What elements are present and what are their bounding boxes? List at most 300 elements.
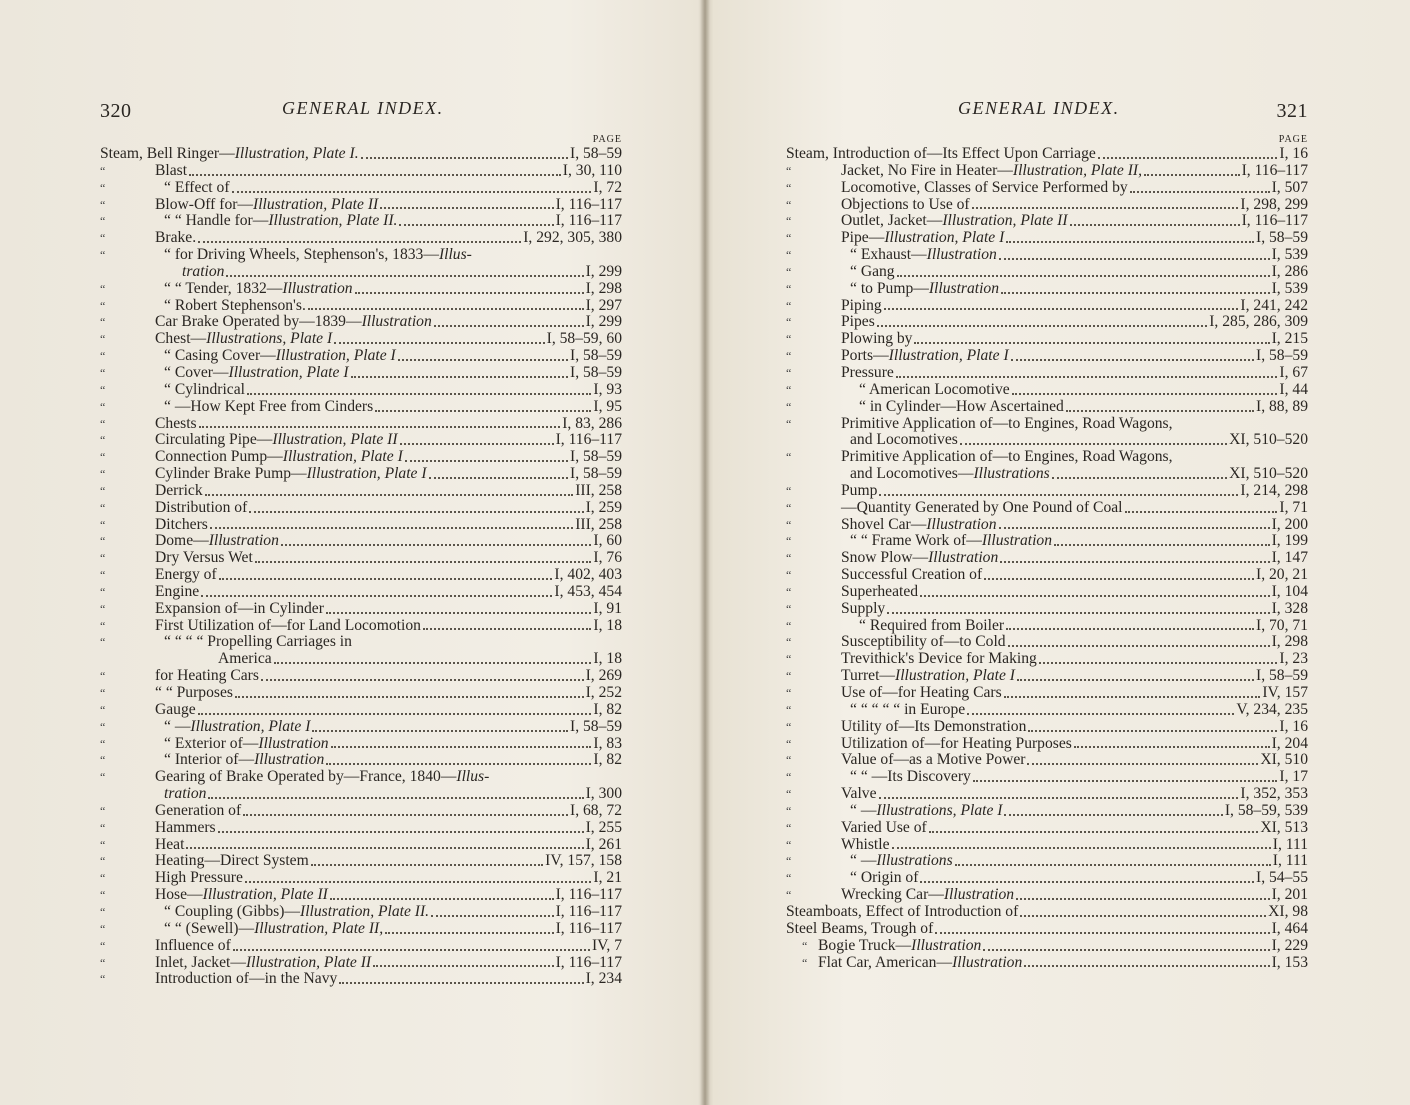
page-reference: I, 153 bbox=[1271, 953, 1308, 971]
dot-leader bbox=[423, 622, 591, 630]
entry-heading-mark: “ bbox=[100, 972, 106, 987]
entry-text: Expansion of—in Cylinder bbox=[155, 599, 324, 617]
index-entry bbox=[786, 904, 1308, 921]
entry-heading-mark: “ bbox=[786, 736, 792, 751]
entry-text: Steam, Bell Ringer—Illustration, Plate I. bbox=[100, 145, 359, 162]
entry-text: Ports—Illustration, Plate I bbox=[841, 347, 1009, 365]
page-reference: I, 116–117 bbox=[555, 195, 622, 213]
page-reference: I, 16 bbox=[1279, 717, 1308, 735]
entry-text: Blast bbox=[155, 161, 188, 179]
index-entry bbox=[786, 483, 1308, 500]
entry-heading-mark: “ bbox=[100, 281, 106, 296]
entry-text: Chest—Illustrations, Plate I bbox=[155, 330, 333, 348]
index-entry bbox=[786, 146, 1308, 163]
page-reference: I, 83, 286 bbox=[562, 414, 622, 432]
entry-text: “ “ Frame Work of—Illustration bbox=[850, 532, 1053, 550]
entry-text: “ Origin of bbox=[850, 869, 919, 887]
entry-italic-text: Illus- bbox=[456, 768, 490, 786]
page-reference: I, 298, 299 bbox=[1240, 195, 1308, 213]
dot-leader bbox=[1039, 656, 1278, 664]
entry-heading-mark: “ bbox=[786, 770, 792, 785]
dot-leader bbox=[955, 858, 1271, 866]
page-reference: I, 16 bbox=[1279, 145, 1308, 162]
entry-italic-text: Illustration, Plate I bbox=[228, 363, 349, 381]
index-entry bbox=[100, 736, 622, 753]
entry-text: “ —Illustrations bbox=[850, 852, 953, 870]
page-reference: I, 352, 353 bbox=[1240, 785, 1308, 803]
page-column-label: PAGE bbox=[592, 134, 622, 145]
index-entry bbox=[100, 971, 622, 988]
page-reference: I, 269 bbox=[585, 667, 622, 685]
entry-text: Influence of bbox=[155, 936, 231, 954]
entry-text: Dry Versus Wet bbox=[155, 549, 253, 567]
page-column-label: PAGE bbox=[1278, 134, 1308, 145]
dot-leader bbox=[210, 521, 573, 529]
entry-heading-mark: “ bbox=[786, 568, 792, 583]
page-reference: IV, 7 bbox=[591, 936, 622, 954]
entry-text: Pipe—Illustration, Plate I bbox=[841, 229, 1005, 247]
entry-text: Steam, Introduction of—Its Effect Upon Carriage bbox=[786, 145, 1096, 162]
page-reference: I, 464 bbox=[1271, 919, 1308, 937]
index-entry bbox=[100, 517, 622, 534]
entry-text: Car Brake Operated by—1839—Illustration bbox=[155, 313, 432, 331]
page-reference: I, 93 bbox=[593, 380, 622, 398]
page-reference: I, 76 bbox=[593, 549, 622, 567]
dot-leader bbox=[235, 690, 584, 698]
dot-leader bbox=[308, 302, 584, 310]
dot-leader bbox=[1144, 168, 1240, 176]
index-entry bbox=[100, 298, 622, 315]
dot-leader bbox=[1054, 538, 1270, 546]
index-entry bbox=[100, 533, 622, 550]
dot-leader bbox=[1020, 909, 1266, 917]
index-entry bbox=[786, 264, 1308, 281]
entry-italic-text: Illustration bbox=[926, 515, 997, 533]
entry-text: “ in Cylinder—How Ascertained bbox=[859, 397, 1064, 415]
page-reference: I, 72 bbox=[593, 178, 622, 196]
page-reference: I, 30, 110 bbox=[562, 161, 622, 179]
entry-italic-text: Illustration bbox=[952, 953, 1023, 971]
index-entry bbox=[100, 230, 622, 247]
index-entry bbox=[786, 365, 1308, 382]
index-entry bbox=[100, 197, 622, 214]
index-entry bbox=[786, 803, 1308, 820]
entry-text: Primitive Application of—to Engines, Road Wagons, bbox=[841, 448, 1173, 466]
entry-heading-mark: “ bbox=[100, 736, 106, 751]
index-entry bbox=[100, 399, 622, 416]
entry-text: Chests bbox=[155, 414, 197, 432]
running-head: GENERAL INDEX. bbox=[282, 98, 444, 118]
entry-heading-mark: “ bbox=[100, 702, 106, 717]
entry-heading-mark: “ bbox=[802, 955, 808, 970]
page-reference: I, 116–117 bbox=[1241, 161, 1308, 179]
entry-italic-text: Illustration, Plate II. bbox=[268, 212, 398, 230]
index-entry bbox=[100, 500, 622, 517]
index-entry bbox=[100, 921, 622, 938]
dot-leader bbox=[400, 437, 554, 445]
entry-text: and Locomotives—Illustrations bbox=[850, 465, 1050, 483]
page-reference: I, 539 bbox=[1271, 246, 1308, 264]
index-entry bbox=[786, 399, 1308, 416]
entry-text: “ “ (Sewell)—Illustration, Plate II, bbox=[164, 919, 384, 937]
index-entry bbox=[786, 348, 1308, 365]
entry-text: “ “ Purposes bbox=[155, 684, 233, 701]
index-entry bbox=[786, 837, 1308, 854]
index-entry bbox=[786, 786, 1308, 803]
entry-heading-mark: “ bbox=[786, 349, 792, 364]
dot-leader bbox=[1024, 959, 1269, 967]
index-entry bbox=[786, 719, 1308, 736]
dot-leader bbox=[405, 454, 568, 462]
entry-text: “ Cover—Illustration, Plate I bbox=[164, 363, 349, 381]
entry-heading-mark: “ bbox=[786, 635, 792, 650]
page-reference: I, 58–59 bbox=[1256, 667, 1308, 685]
page-reference: I, 44 bbox=[1279, 380, 1308, 398]
entry-heading-mark: “ bbox=[786, 686, 792, 700]
dot-leader bbox=[261, 673, 584, 681]
page-reference: XI, 510 bbox=[1260, 751, 1308, 769]
entry-text: Objections to Use of bbox=[841, 195, 970, 213]
page-reference: I, 234 bbox=[585, 970, 622, 988]
index-entry bbox=[786, 517, 1308, 534]
entry-heading-mark: “ bbox=[100, 568, 106, 583]
entry-text: “ “ “ “ Propelling Carriages in bbox=[164, 633, 352, 651]
page-reference: I, 259 bbox=[585, 498, 622, 516]
page-reference: I, 299 bbox=[585, 262, 622, 280]
entry-italic-text: Illustration bbox=[282, 279, 353, 297]
index-entry bbox=[100, 180, 622, 197]
index-entry bbox=[786, 163, 1308, 180]
entry-text: “ for Driving Wheels, Stephenson's, 1833—Illus- bbox=[164, 246, 472, 264]
index-entry bbox=[100, 348, 622, 365]
entry-heading-mark: “ bbox=[786, 601, 792, 616]
dot-leader bbox=[972, 201, 1239, 209]
entry-text: “ Interior of—Illustration bbox=[164, 751, 325, 769]
page-reference: I, 298 bbox=[585, 279, 622, 297]
entry-heading-mark: “ bbox=[100, 871, 106, 886]
index-entry bbox=[786, 432, 1308, 449]
dot-leader bbox=[198, 235, 521, 243]
entry-text: “ —Illustrations, Plate I bbox=[850, 801, 1003, 819]
entry-heading-mark: “ bbox=[100, 231, 106, 246]
index-entry bbox=[100, 601, 622, 618]
index-entry bbox=[100, 752, 622, 769]
page-reference: I, 229 bbox=[1271, 936, 1308, 954]
page-reference: I, 58–59 bbox=[570, 448, 622, 466]
entry-heading-mark: “ bbox=[786, 888, 792, 903]
index-entry bbox=[786, 449, 1308, 466]
entry-text: Heating—Direct System bbox=[155, 852, 309, 870]
dot-leader bbox=[218, 825, 584, 833]
page-reference: I, 91 bbox=[593, 599, 622, 617]
entry-heading-mark: “ bbox=[786, 197, 792, 212]
page-reference: I, 116–117 bbox=[555, 431, 622, 449]
entry-heading-mark: “ bbox=[786, 214, 792, 229]
entry-text: “ —How Kept Free from Cinders bbox=[164, 397, 374, 415]
entry-text: Bogie Truck—Illustration bbox=[818, 936, 982, 954]
entry-italic-text: Illustration, Plate II bbox=[253, 195, 379, 213]
entry-heading-mark: “ bbox=[100, 467, 106, 482]
page-reference: I, 255 bbox=[585, 818, 622, 836]
page-reference: I, 116–117 bbox=[555, 953, 622, 971]
dot-leader bbox=[1006, 235, 1254, 243]
entry-text: Hose—Illustration, Plate II bbox=[155, 886, 328, 904]
index-entry bbox=[100, 264, 622, 281]
dot-leader bbox=[984, 572, 1254, 580]
running-head: GENERAL INDEX. bbox=[958, 98, 1120, 118]
dot-leader bbox=[879, 791, 1239, 799]
dot-leader bbox=[232, 185, 592, 193]
entry-heading-mark: “ bbox=[100, 551, 106, 566]
page-reference: I, 215 bbox=[1271, 330, 1308, 348]
entry-text: “ Effect of bbox=[164, 178, 230, 196]
page-reference: I, 58–59 bbox=[570, 465, 622, 483]
index-entry bbox=[786, 197, 1308, 214]
index-entry bbox=[100, 803, 622, 820]
index-entry bbox=[786, 601, 1308, 618]
entry-italic-text: Illustration bbox=[254, 751, 325, 769]
dot-leader bbox=[429, 471, 568, 479]
entry-text: Flat Car, American—Illustration bbox=[818, 953, 1023, 971]
entry-text: Primitive Application of—to Engines, Road Wagons, bbox=[841, 414, 1173, 432]
page-reference: I, 297 bbox=[585, 296, 622, 314]
page-reference: I, 17 bbox=[1279, 768, 1308, 786]
entry-text: Steamboats, Effect of Introduction of bbox=[786, 902, 1019, 920]
entry-text: Susceptibility of—to Cold bbox=[841, 633, 1006, 651]
page-reference: I, 201 bbox=[1271, 886, 1308, 904]
index-entry bbox=[786, 651, 1308, 668]
index-entry bbox=[100, 853, 622, 870]
index-entry bbox=[786, 230, 1308, 247]
entry-main-heading: Steamboats, bbox=[786, 902, 862, 920]
page-reference: I, 111 bbox=[1272, 852, 1308, 870]
index-entry bbox=[786, 668, 1308, 685]
dot-leader bbox=[973, 774, 1278, 782]
entry-text: Connection Pump—Illustration, Plate I bbox=[155, 448, 403, 466]
index-entry bbox=[100, 466, 622, 483]
index-entry bbox=[786, 550, 1308, 567]
entry-heading-mark: “ bbox=[786, 534, 792, 549]
dot-leader bbox=[208, 791, 583, 799]
entry-text: “ Required from Boiler bbox=[859, 616, 1005, 634]
entry-heading-mark: “ bbox=[786, 871, 792, 886]
index-entry bbox=[786, 955, 1308, 972]
page-reference: I, 58–59, 539 bbox=[1224, 801, 1308, 819]
page-reference: I, 116–117 bbox=[555, 902, 622, 920]
dot-leader bbox=[1125, 505, 1278, 513]
page-reference: I, 252 bbox=[585, 684, 622, 701]
entry-text: Wrecking Car—Illustration bbox=[841, 886, 1015, 904]
page-number: 320 bbox=[100, 100, 132, 122]
page-reference: I, 70, 71 bbox=[1256, 616, 1308, 634]
dot-leader bbox=[326, 757, 591, 765]
entry-text: Utilization of—for Heating Purposes bbox=[841, 734, 1072, 752]
index-entry bbox=[786, 533, 1308, 550]
dot-leader bbox=[1017, 673, 1254, 681]
dot-leader bbox=[399, 218, 553, 226]
page-reference: I, 298 bbox=[1271, 633, 1308, 651]
page-reference: I, 104 bbox=[1271, 582, 1308, 600]
dot-leader bbox=[375, 404, 591, 412]
entry-heading-mark: “ bbox=[786, 450, 792, 465]
page-reference: I, 68, 72 bbox=[570, 801, 622, 819]
entry-heading-mark: “ bbox=[100, 669, 106, 684]
dot-leader bbox=[1004, 690, 1261, 698]
entry-heading-mark: “ bbox=[100, 770, 106, 785]
index-entry bbox=[786, 281, 1308, 298]
dot-leader bbox=[311, 858, 543, 866]
entry-heading-mark: “ bbox=[100, 332, 106, 347]
entry-heading-mark: “ bbox=[786, 231, 792, 246]
page-reference: I, 58–59 bbox=[570, 363, 622, 381]
entry-text bbox=[155, 264, 224, 281]
page-reference: I, 58–59 bbox=[570, 347, 622, 365]
dot-leader bbox=[189, 168, 561, 176]
entry-text: “ “ Tender, 1832—Illustration bbox=[164, 279, 353, 297]
page-reference: I, 88, 89 bbox=[1256, 397, 1308, 415]
entry-heading-mark: “ bbox=[786, 180, 792, 195]
entry-heading-mark: “ bbox=[100, 349, 106, 364]
index-entry bbox=[786, 466, 1308, 483]
index-entry bbox=[100, 904, 622, 921]
dot-leader bbox=[879, 488, 1238, 496]
dot-leader bbox=[1012, 387, 1278, 395]
page-reference: XI, 98 bbox=[1268, 902, 1308, 920]
entry-italic-text: Illustration bbox=[911, 936, 982, 954]
page-reference: I, 58–59 bbox=[1256, 347, 1308, 365]
entry-text: Superheated bbox=[841, 582, 919, 600]
index-entry bbox=[100, 870, 622, 887]
index-entry bbox=[100, 449, 622, 466]
left-page bbox=[100, 96, 622, 988]
entry-text: Circulating Pipe—Illustration, Plate II bbox=[155, 431, 398, 449]
entry-text: Blow-Off for—Illustration, Plate II bbox=[155, 195, 379, 213]
index-entry bbox=[786, 500, 1308, 517]
entry-italic-text: Illustration, Plate I bbox=[282, 448, 403, 466]
dot-leader bbox=[247, 387, 591, 395]
dot-leader bbox=[431, 909, 553, 917]
page-reference: I, 116–117 bbox=[555, 919, 622, 937]
dot-leader bbox=[326, 606, 591, 614]
entry-heading-mark: “ bbox=[786, 837, 792, 852]
entry-heading-mark: “ bbox=[786, 753, 792, 768]
entry-heading-mark: “ bbox=[100, 854, 106, 869]
entry-italic-text: Illustration, Plate I bbox=[306, 465, 427, 483]
dot-leader bbox=[960, 437, 1227, 445]
page-reference: I, 200 bbox=[1271, 515, 1308, 533]
entry-text: “ “ Handle for—Illustration, Plate II. bbox=[164, 212, 398, 230]
entry-italic-text: Illustration, Plate II, bbox=[1012, 161, 1142, 179]
dot-leader bbox=[312, 724, 568, 732]
page-reference: I, 58–59 bbox=[570, 717, 622, 735]
entry-text: Supply bbox=[841, 599, 886, 617]
entry-italic-text: Illustration bbox=[928, 279, 1000, 297]
dot-leader bbox=[1027, 757, 1258, 765]
entry-heading-mark: “ bbox=[100, 483, 106, 498]
page-reference: V, 234, 235 bbox=[1236, 700, 1308, 718]
dot-leader bbox=[226, 269, 583, 277]
entry-italic-text: Illustration, Plate I bbox=[275, 347, 396, 365]
index-entry bbox=[786, 870, 1308, 887]
dot-leader bbox=[201, 589, 552, 597]
entry-heading-mark: “ bbox=[786, 365, 792, 380]
page-reference: I, 292, 305, 380 bbox=[523, 229, 622, 247]
entry-heading-mark: “ bbox=[786, 264, 792, 279]
entry-text: “ Coupling (Gibbs)—Illustration, Plate II. bbox=[164, 902, 430, 920]
entry-text: Plowing by bbox=[841, 330, 913, 348]
dot-leader bbox=[1074, 740, 1270, 748]
dot-leader bbox=[351, 370, 569, 378]
page-reference: I, 147 bbox=[1271, 549, 1308, 567]
entry-heading-mark: “ bbox=[100, 601, 106, 616]
index-entry bbox=[100, 331, 622, 348]
index-entry bbox=[786, 180, 1308, 197]
index-entry bbox=[786, 685, 1308, 702]
page-reference: I, 286 bbox=[1271, 262, 1308, 280]
index-entry bbox=[100, 416, 622, 433]
page-reference: I, 214, 298 bbox=[1240, 481, 1308, 499]
entry-heading-mark: “ bbox=[100, 803, 106, 818]
dot-leader bbox=[920, 589, 1270, 597]
dot-leader bbox=[887, 606, 1269, 614]
dot-leader bbox=[892, 841, 1271, 849]
page-reference: I, 402, 403 bbox=[554, 566, 622, 584]
index-entry bbox=[100, 365, 622, 382]
dot-leader bbox=[1098, 151, 1278, 159]
entry-text: Successful Creation of bbox=[841, 566, 983, 584]
entry-heading-mark: “ bbox=[100, 298, 106, 313]
page-reference: I, 58–59, 60 bbox=[546, 330, 622, 348]
entry-heading-mark: “ bbox=[786, 803, 792, 818]
entry-italic-text: Illustration bbox=[943, 886, 1015, 904]
entry-text: “ Exhaust—Illustration bbox=[850, 246, 997, 264]
entry-heading-mark: “ bbox=[786, 719, 792, 734]
dot-leader bbox=[1130, 185, 1270, 193]
index-entry bbox=[100, 938, 622, 955]
entry-text: “ to Pump—Illustration bbox=[850, 279, 1000, 297]
entry-heading-mark: “ bbox=[786, 854, 792, 869]
dot-leader bbox=[967, 707, 1234, 715]
page-reference: I, 58–59 bbox=[570, 145, 622, 162]
entry-heading-mark: “ bbox=[786, 315, 792, 330]
dot-leader bbox=[281, 538, 592, 546]
page-reference: I, 95 bbox=[593, 397, 622, 415]
dot-leader bbox=[1070, 218, 1240, 226]
entry-heading-mark: “ bbox=[100, 180, 106, 195]
entry-text: Outlet, Jacket—Illustration, Plate II bbox=[841, 212, 1068, 230]
entry-main-heading: Steam, bbox=[786, 145, 829, 162]
index-entry bbox=[786, 752, 1308, 769]
entry-text: America bbox=[218, 650, 272, 668]
entry-text: Generation of bbox=[155, 801, 242, 819]
index-entry bbox=[786, 298, 1308, 315]
entry-text: Ditchers bbox=[155, 515, 208, 533]
entry-heading-mark: “ bbox=[100, 618, 106, 633]
entry-text: Derrick bbox=[155, 481, 203, 499]
entry-heading-mark: “ bbox=[100, 837, 106, 852]
entry-heading-mark: “ bbox=[786, 248, 792, 263]
index-entry bbox=[786, 314, 1308, 331]
page-reference: I, 199 bbox=[1271, 532, 1308, 550]
entry-heading-mark: “ bbox=[100, 163, 106, 178]
index-entry bbox=[100, 820, 622, 837]
index-entry bbox=[100, 618, 622, 635]
entry-main-heading: Steel bbox=[786, 919, 818, 937]
dot-leader bbox=[219, 572, 553, 580]
page-reference: I, 83 bbox=[593, 734, 622, 752]
index-entry bbox=[100, 955, 622, 972]
entry-heading-mark: “ bbox=[100, 921, 106, 936]
